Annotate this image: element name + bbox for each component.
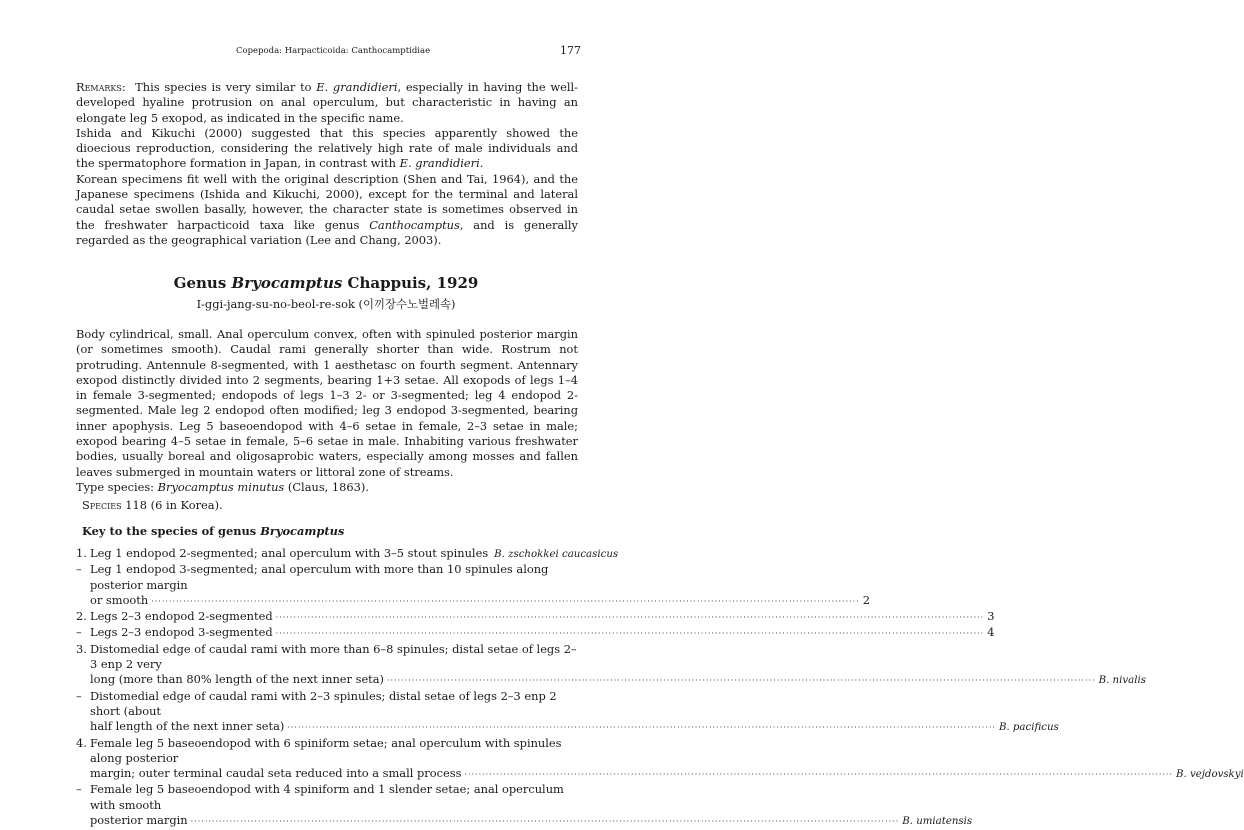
key-couplet xyxy=(76,562,871,609)
key-couplet xyxy=(76,735,1244,783)
key-text: half length of the next inner seta) xyxy=(90,719,285,734)
key-couplet-text xyxy=(90,546,619,562)
key-lead-text: Leg 1 endopod 3-segmented; anal operculum with more than 10 spinules along posterior margin xyxy=(90,562,549,592)
key-lead-text: Female leg 5 baseoendopod with 6 spiniform setae; anal operculum with spinules along posterior xyxy=(90,735,562,765)
key-species-result: B. umiatensis xyxy=(902,816,973,828)
running-title: Copepoda: Harpacticoida: Canthocamptidiae xyxy=(236,46,431,56)
key-couplet xyxy=(76,625,995,641)
key-species-result: B. nivalis xyxy=(1098,675,1146,687)
remarks-paragraph-3: Korean specimens fit well with the original description (Shen and Tai, 1964), and the Japanese specimens (Ishida and Kikuchi, 2000), except for the terminal and lateral caudal setae swollen basally, however, the character state is sometimes observed in the freshwater harpacticoid taxa like genus Canthocamptus, and is generally regarded as the geographical variation (Lee and Chang, 2003). xyxy=(76,171,578,247)
key-lead-text: Female leg 5 baseoendopod with 4 spiniform and 1 slender setae; anal operculum with smooth xyxy=(90,782,564,812)
key-couplet-text xyxy=(90,735,1244,783)
key-heading: Key to the species of genus Bryocamptus xyxy=(82,524,345,538)
taxon-name: Canthocamptus xyxy=(369,217,460,232)
remarks-section xyxy=(76,80,578,248)
dot-leader: ········································································································································································································ xyxy=(275,613,985,623)
dot-leader: ········································································································································································································ xyxy=(464,770,1174,780)
identification-key xyxy=(76,546,1244,829)
genus-heading: Genus Bryocamptus Chappuis, 1929 xyxy=(173,274,479,292)
species-count: Species 118 (6 in Korea). xyxy=(82,498,223,512)
dot-leader: ········································································································································································································ xyxy=(387,676,1096,686)
taxon-name: E. grandidieri xyxy=(316,80,398,94)
key-marker: 3. xyxy=(76,641,87,656)
dot-leader: ········································································································································································································ xyxy=(275,629,985,639)
key-couplet-text xyxy=(90,688,1059,736)
page-number: 177 xyxy=(560,44,581,57)
key-text: Legs 2–3 endopod 3-segmented xyxy=(90,625,273,640)
dot-leader: ········································································································································································································ xyxy=(151,596,860,606)
key-goto-number: 4 xyxy=(987,625,995,640)
type-species-taxon: Bryocamptus minutus xyxy=(157,479,285,494)
key-lead-text: Distomedial edge of caudal rami with more than 6–8 spinules; distal setae of legs 2–3 enp 2 very xyxy=(90,641,577,672)
type-species: Type species: Bryocamptus minutus (Claus, 1863). xyxy=(76,479,369,494)
key-species-result: B. vejdovskyi xyxy=(1176,769,1244,781)
key-text: or smooth xyxy=(90,592,149,607)
key-couplet-text xyxy=(90,625,995,641)
key-text: posterior margin xyxy=(90,813,188,828)
key-species-result: B. pacificus xyxy=(998,722,1059,734)
key-couplet xyxy=(76,546,619,562)
key-text: margin; outer terminal caudal seta reduced into a small process xyxy=(90,766,462,781)
genus-heading-taxon: Bryocamptus xyxy=(231,274,343,292)
key-marker: – xyxy=(76,562,82,577)
key-lead-text: Distomedial edge of caudal rami with 2–3 spinules; distal setae of legs 2–3 enp 2 short (about xyxy=(90,688,557,718)
dot-leader: ········································································································································································································ xyxy=(287,723,996,733)
key-text: Legs 2–3 endopod 2-segmented xyxy=(90,609,273,624)
remarks-paragraph-2: Ishida and Kikuchi (2000) suggested that this species apparently showed the dioecious reproduction, considering the relatively high rate of male individuals and the spermatophore formation in Japan, in contrast with E. grandidieri. xyxy=(76,125,578,171)
key-marker: – xyxy=(76,625,82,640)
key-couplet-text xyxy=(90,641,1146,689)
key-goto-number: 3 xyxy=(987,609,995,624)
genus-description: Body cylindrical, small. Anal operculum convex, often with spinuled posterior margin (or sometimes smooth). Caudal rami generally shorter than wide. Rostrum not protruding. Antennule 8-segmented, with 1 aesthetasc on fourth segment. Antennary exopod distinctly divided into 2 segments, bearing 1+3 setae. All exopods of legs 1–4 in female 3-segmented; endopods of legs 1–3 2- or 3-segmented; leg 4 endopod 2-segmented. Male leg 2 endopod often modified; leg 3 endopod 3-segmented, bearing inner apophysis. Leg 5 baseoendopod with 4–6 setae in female, 2–3 setae in male; exopod bearing 4–5 setae in female, 5–6 setae in male. Inhabiting various freshwater bodies, usually boreal and oligosaprobic waters, especially among mosses and fallen leaves submerged in mountain waters or littoral zone of streams. xyxy=(76,327,578,479)
key-couplet-text xyxy=(90,562,871,609)
key-couplet xyxy=(76,688,1059,736)
key-species-result: B. zschokkei caucasicus xyxy=(494,549,619,560)
key-marker: 2. xyxy=(76,609,87,624)
key-text: long (more than 80% length of the next inner seta) xyxy=(90,672,384,687)
genus-korean-name: I-ggi-jang-su-no-beol-re-sok (이끼장수노벌레속) xyxy=(196,297,456,311)
running-head xyxy=(0,44,652,58)
key-marker: 4. xyxy=(76,735,87,750)
key-marker: – xyxy=(76,688,82,703)
key-marker: 1. xyxy=(76,546,87,560)
remarks-label: Remarks xyxy=(76,80,122,94)
key-couplet xyxy=(76,641,1146,689)
genus-description-section xyxy=(76,327,578,495)
key-couplet-text xyxy=(90,609,995,625)
key-couplet-text xyxy=(90,782,973,829)
key-marker: – xyxy=(76,782,82,797)
key-couplet xyxy=(76,609,995,625)
species-label: Species xyxy=(82,498,122,512)
dot-leader: ········································································································································································································ xyxy=(190,817,900,827)
key-goto-number: 2 xyxy=(862,592,871,607)
remarks-paragraph-1: Remarks: This species is very similar to E. grandidieri, especially in having the well-developed hyaline protrusion on anal operculum, but characteristic in having an elongate leg 5 exopod, as indicated in the specific name. xyxy=(76,80,578,125)
taxon-name: E. grandidieri xyxy=(399,156,480,171)
key-couplet xyxy=(76,782,973,829)
key-text: Leg 1 endopod 2-segmented; anal operculum with 3–5 stout spinules xyxy=(90,546,489,560)
